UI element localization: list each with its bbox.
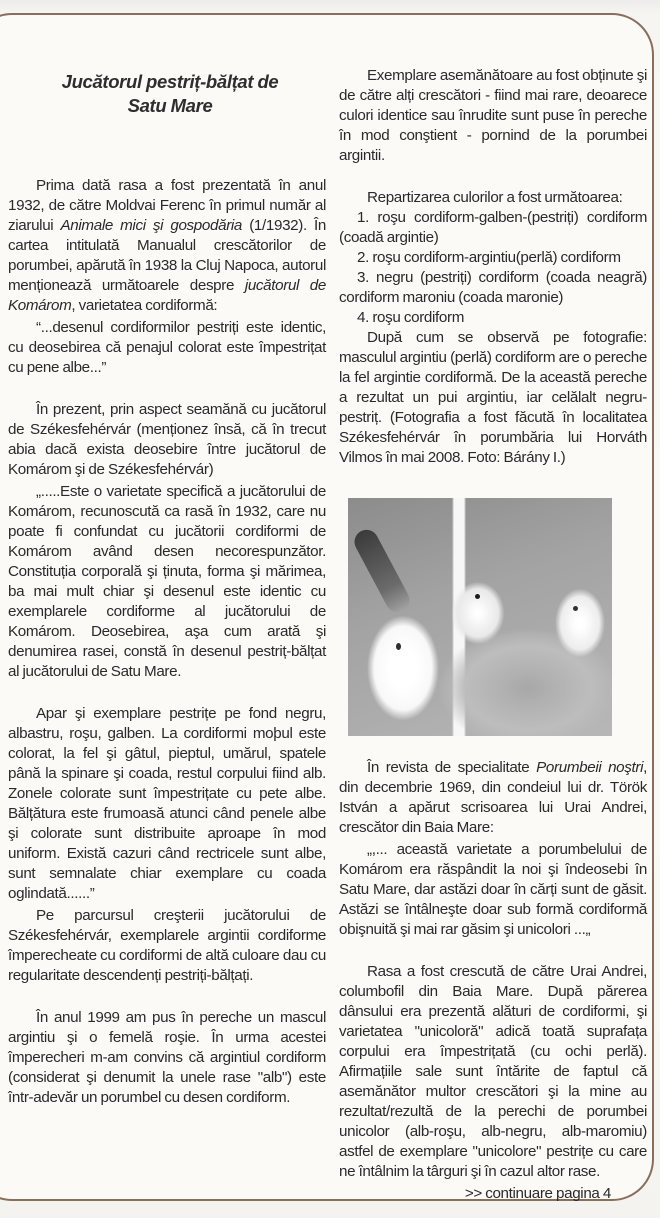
- paragraph-urai-breeding: Rasa a fost crescută de către Urai Andrei, columbofil din Baia Mare. După părerea dânsului era prezentă alături de cordiformi, şi varietatea "unicoloră" adică toată suprafața corpului era împestrițată (cu ochi perlă). Afirmațiile sale sunt întărite de faptul că asemănător multor crescători şi la mine au rezultat/rezultă de la perechi de porumbei unicolor (alb-roşu, alb-negru, alb-maromiu) astfel de exemplare "unicolore" pestrițe cu care ne întâlnim la târguri şi în cazul altor rase.: [339, 963, 647, 1180]
- list-item: 1. roşu cordiform-galben-(pestriți) cordiform (coadă argintie): [339, 209, 647, 246]
- title-line-1: Jucătorul pestriț-bălțat de: [61, 71, 279, 92]
- paragraph-intro: [8, 176, 326, 316]
- list-item: 3. negru (pestriți) cordiform (coada neagră) cordiform maroniu (coada maronie): [339, 269, 647, 306]
- pigeon-eye: [396, 643, 401, 650]
- paragraph-similar-specimens: Exemplare asemănătoare au fost obținute şi de către alți crescători - fiind mai rare, deoarece culori identice sau înrudite sunt puse în pereche în mod conştient - pornind de la porumbei argintii.: [339, 67, 647, 164]
- list-item: 2. roşu cordiform-argintiu(perlă) cordiform: [357, 249, 621, 266]
- pigeon-eye: [573, 606, 578, 611]
- text: , varietatea cordiformă:: [71, 297, 218, 314]
- title-line-2: Satu Mare: [127, 95, 213, 116]
- breed-name: jucătorul de Komárom: [8, 277, 326, 314]
- pigeons-photo: [348, 498, 612, 736]
- text: În revista de specialitate: [367, 759, 537, 776]
- text: (1/1932). În cartea intitulată Manualul crescătorilor de porumbei, apărută în 1938 la Cluj Napoca, autorul menționează următoarele despre: [8, 217, 327, 294]
- text: , din decembrie 1969, din condeiul lui dr. Török István a apărut scrisoarea lui Urai Andrei, crescător din Baia Mare:: [339, 759, 648, 836]
- paragraph-present: În prezent, prin aspect seamănă cu jucătorul de Székesfehérvár (menționez însă, că în trecut abia dacă exista deosebire între jucătorul de Komárom şi de Székesfehérvár): [8, 401, 326, 478]
- newspaper-title: Animale mici şi gospodăria: [60, 217, 243, 234]
- paragraph-colors: Apar şi exemplare pestrițe pe fond negru, albastru, roşu, galben. La cordiformi moþul este colorat, la fel şi gâtul, pieptul, umărul, spatele până la spinare şi coada, restul corpului fiind alb. Zonele colorate sunt împestrițate cu pete albe. Bălțătura este frumoasă atunci când penele albe şi colorate sunt distribuite aproape în mod uniform. Există cazuri când rectricele sunt albe, sunt semnalate chiar exemplare cu coada oglindată......”: [8, 705, 326, 902]
- list-intro: Repartizarea culorilor a fost următoarea:: [367, 189, 623, 206]
- paragraph-breeding: Pe parcursul creşterii jucătorului de Székesfehérvár, exemplarele argintii cordiforme împerecheate cu cordiformi de altă culoare dau cu regularitate descendenți pestriți-bălțați.: [8, 907, 326, 984]
- left-column: [8, 66, 326, 1108]
- magazine-title: Porumbeii noştri: [536, 759, 644, 776]
- quote-manual: “...desenul cordiformilor pestriți este identic, cu deosebirea că penajul colorat este împestrițat cu pene albe...”: [8, 319, 326, 376]
- pigeon-tail: [350, 526, 413, 617]
- paragraph-1999: În anul 1999 am pus în pereche un mascul argintiu şi o femelă roşie. În urma acestei împerecheri m-am convins că argintiul cordiform (considerat şi denumit la unele rase "alb") este într-adevăr un porumbel cu desen cordiform.: [8, 1009, 326, 1106]
- quote-variety: „.....Este o varietate specifică a jucătorului de Komárom, recunoscută ca rasă în 1932, care nu poate fi confundat cu jucătorii cordiformi de Komárom având desen necorespunzător. Constituția corporală şi ținuta, forma şi mărimea, ba mai mult chiar şi desenul este identic cu exemplarele cordiforme al jucătorului de Komárom. Deosebirea, aşa cum arată şi denumirea rasei, constă în desenul pestriț-bălțat al jucătorului de Satu Mare.: [8, 483, 326, 680]
- paragraph-photo-caption: După cum se observă pe fotografie: masculul argintiu (perlă) cordiform are o pereche la fel argintie cordiformă. De la această pereche a rezultat un pui argintiu, iar celălalt negru-pestriț. (Fotografia a fost făcută în localitatea Székesfehérvár în porumbăria lui Horváth Vilmos în mai 2008. Foto: Bárány I.): [339, 329, 647, 466]
- pigeon-eye: [475, 594, 480, 599]
- text: Prima dată rasa a fost prezentată în anul 1932, de către Moldvai Ferenc în primul număr al ziarului: [8, 177, 326, 234]
- quote-urai: „,... această varietate a porumbelului de Komárom era răspândit la noi şi îndeosebi în Satu Mare, dar astăzi doar în cărți sunt de găsit. Astăzi se întâlneşte doar sub formă cordiformă obişnuită şi mai rar găsim şi unicolori ...„: [339, 841, 647, 938]
- paragraph-magazine: [339, 758, 647, 838]
- right-column: [339, 66, 647, 1204]
- article-title: [20, 70, 320, 118]
- list-item: 4. roşu cordiform: [357, 309, 464, 326]
- continuation-link[interactable]: >> continuare pagina 4: [464, 1185, 611, 1202]
